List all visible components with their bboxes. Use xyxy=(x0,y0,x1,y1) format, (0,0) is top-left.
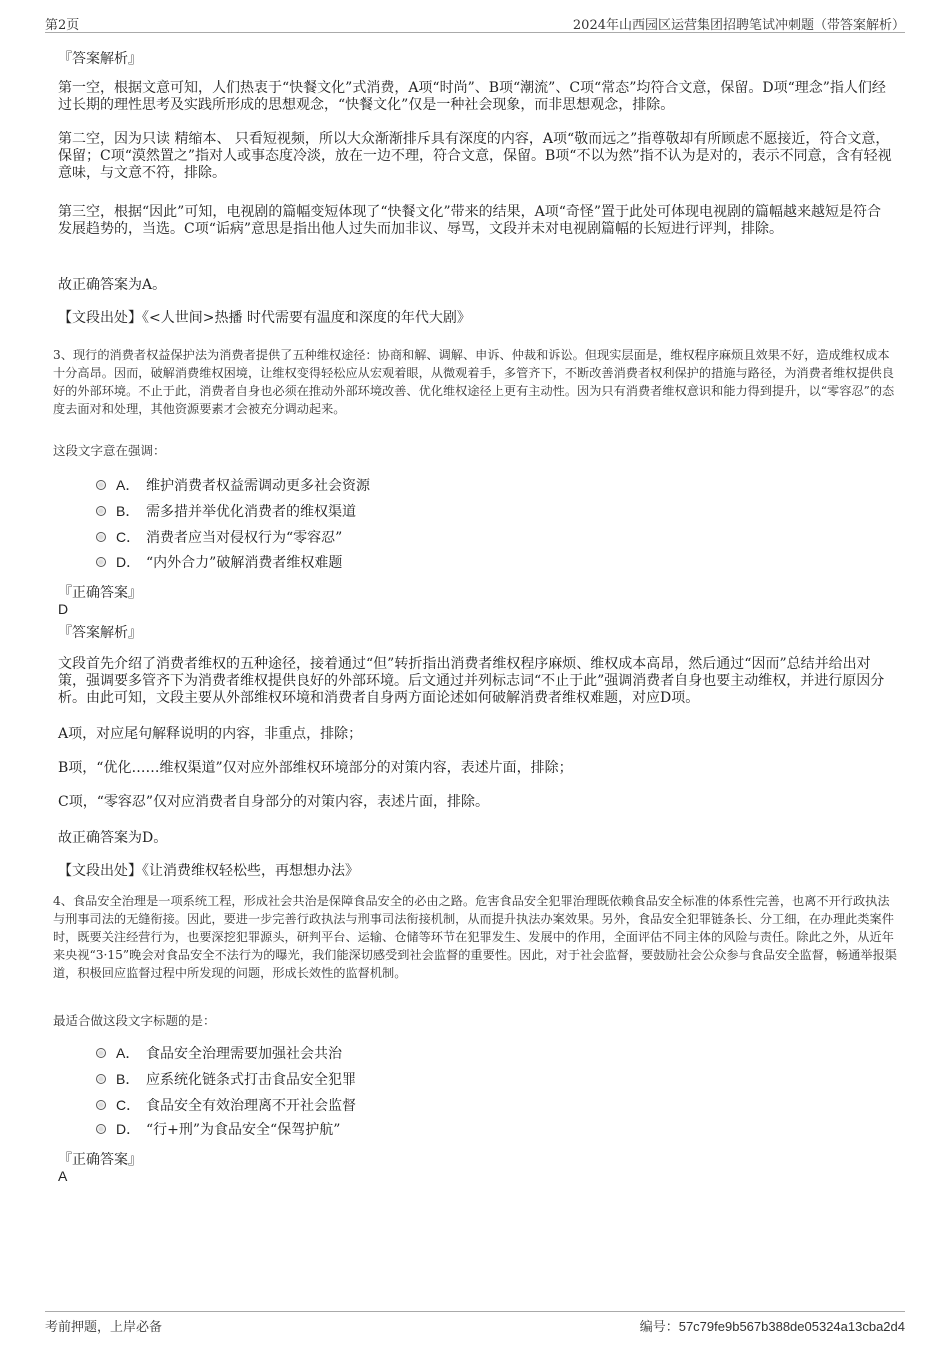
page-header xyxy=(45,14,905,33)
q2-analysis-p2: 第二空，因为只读 精缩本、 只看短视频，所以大众渐渐排斥具有深度的内容，A项“敬而远之”指尊敬却有所顾虑不愿接近，符合文意，保留；C项“漠然置之”指对人或事态度冷淡，放在一边不理，符合文意，保留。B项“不以为然”指不认为是对的，表示不同意，含有轻视意味，与文意不符，排除。 xyxy=(58,131,892,181)
q3-stem: 3、现行的消费者权益保护法为消费者提供了五种维权途径：协商和解、调解、申诉、仲裁和诉讼。但现实层面是，维权程序麻烦且效果不好，造成维权成本十分高昂。因而，破解消费维权困境，让维权变得轻松应从宏观着眼，从微观着手，多管齐下，不断改善消费者权利保护的措施与路径，为消费者维权提供良好的外部环境。不止于此，消费者自身也必须在推动外部环境改善、优化维权途径上更有主动性。因为只有消费者维权意识和能力得到提升，以“零容忍”的态度去面对和处理，其他资源要素才会被充分调动起来。 xyxy=(53,348,895,416)
q2-conclusion: 故正确答案为A。 xyxy=(58,277,167,293)
q3-analysis-p4: C项，“零容忍”仅对应消费者自身部分的对策内容，表述片面，排除。 xyxy=(58,794,490,810)
radio-icon[interactable] xyxy=(96,1124,106,1134)
q3-source: 【文段出处】《让消费维权轻松些，再想想办法》 xyxy=(58,863,359,879)
footer-code-label: 编号： xyxy=(639,1320,679,1335)
radio-icon[interactable] xyxy=(96,506,106,516)
q2-analysis-heading: 『答案解析』 xyxy=(58,51,142,67)
q3-option-c[interactable]: C． 消费者应当对侵权行为“零容忍” xyxy=(96,527,342,547)
q4-answer-heading: 『正确答案』 xyxy=(58,1152,142,1168)
q3-prompt: 这段文字意在强调： xyxy=(53,443,166,458)
q4-option-a[interactable]: A． 食品安全治理需要加强社会共治 xyxy=(96,1043,342,1063)
q3-conclusion: 故正确答案为D。 xyxy=(58,830,168,846)
footer-slogan: 考前押题，上岸必备 xyxy=(45,1320,163,1335)
page-footer xyxy=(45,1311,905,1334)
radio-icon[interactable] xyxy=(96,480,106,490)
radio-icon[interactable] xyxy=(96,1048,106,1058)
radio-icon[interactable] xyxy=(96,1074,106,1084)
q4-option-b[interactable]: B． 应系统化链条式打击食品安全犯罪 xyxy=(96,1069,356,1089)
radio-icon[interactable] xyxy=(96,557,106,567)
q3-option-d[interactable]: D． “内外合力”破解消费者维权难题 xyxy=(96,552,342,572)
q3-answer: D xyxy=(58,601,69,617)
footer-code xyxy=(640,1316,905,1335)
q3-option-b[interactable]: B． 需多措并举优化消费者的维权渠道 xyxy=(96,501,356,521)
q3-answer-heading: 『正确答案』 xyxy=(58,585,142,601)
q4-option-d[interactable]: D． “行+刑”为食品安全“保驾护航” xyxy=(96,1119,340,1139)
q3-option-a[interactable]: A． 维护消费者权益需调动更多社会资源 xyxy=(96,475,370,495)
q4-prompt: 最适合做这段文字标题的是： xyxy=(53,1013,216,1028)
radio-icon[interactable] xyxy=(96,1100,106,1110)
document-title: 2024年山西园区运营集团招聘笔试冲刺题（带答案解析） xyxy=(572,18,905,33)
q4-answer: A xyxy=(58,1168,68,1184)
q4-stem: 4、食品安全治理是一项系统工程，形成社会共治是保障食品安全的必由之路。危害食品安全犯罪治理既依赖食品安全标准的体系性完善，也离不开行政执法与刑事司法的无缝衔接。因此，要进一步完善行政执法与刑事司法衔接机制，从而提升执法办案效果。另外，食品安全犯罪链条长、分工细，在办理此类案件时，既要关注经营行为，也要深挖犯罪源头，研判平台、运输、仓储等环节在犯罪发生、发展中的作用，全面评估不同主体的风险与责任。除此之外，从近年来央视“3·15”晚会对食品安全不法行为的曝光，我们能深切感受到社会监督的重要性。因此，对于社会监督，要鼓励社会公众参与食品安全监督，畅通举报渠道，积极回应监督过程中所发现的问题，形成长效性的监督机制。 xyxy=(53,894,897,980)
page-number: 第2页 xyxy=(45,18,80,33)
q2-analysis-p1: 第一空，根据文意可知，人们热衷于“快餐文化”式消费，A项“时尚”、B项“潮流”、C项“常态”均符合文意，保留。D项“理念”指人们经过长期的理性思考及实践所形成的思想观念，“快餐文化”仅是一种社会现象，而非思想观念，排除。 xyxy=(58,80,886,113)
footer-code-value: 57c79fe9b567b388de05324a13cba2d4 xyxy=(678,1319,905,1334)
q2-analysis-p3: 第三空，根据“因此”可知，电视剧的篇幅变短体现了“快餐文化”带来的结果，A项“奇怪”置于此处可体现电视剧的篇幅越来越短是符合发展趋势的，当选。C项“诟病”意思是指出他人过失而加非议、辱骂，文段并未对电视剧篇幅的长短进行评判，排除。 xyxy=(58,204,882,237)
q2-source: 【文段出处】《<人世间>热播 时代需要有温度和深度的年代大剧》 xyxy=(58,310,471,326)
radio-icon[interactable] xyxy=(96,532,106,542)
q3-analysis-p1: 文段首先介绍了消费者维权的五种途径，接着通过“但”转折指出消费者维权程序麻烦、维权成本高昂，然后通过“因而”总结并给出对策，强调要多管齐下为消费者维权提供良好的外部环境。后文通过并列标志词“不止于此”强调消费者自身也要主动维权，并进行原因分析。由此可知，文段主要从外部维权环境和消费者自身两方面论述如何破解消费者维权难题，对应D项。 xyxy=(58,656,885,706)
q4-option-c[interactable]: C． 食品安全有效治理离不开社会监督 xyxy=(96,1095,356,1115)
q3-analysis-p2: A项，对应尾句解释说明的内容，非重点，排除； xyxy=(58,726,363,742)
q3-analysis-p3: B项，“优化……维权渠道”仅对应外部维权环境部分的对策内容，表述片面，排除； xyxy=(58,760,573,776)
q3-analysis-heading: 『答案解析』 xyxy=(58,625,142,641)
